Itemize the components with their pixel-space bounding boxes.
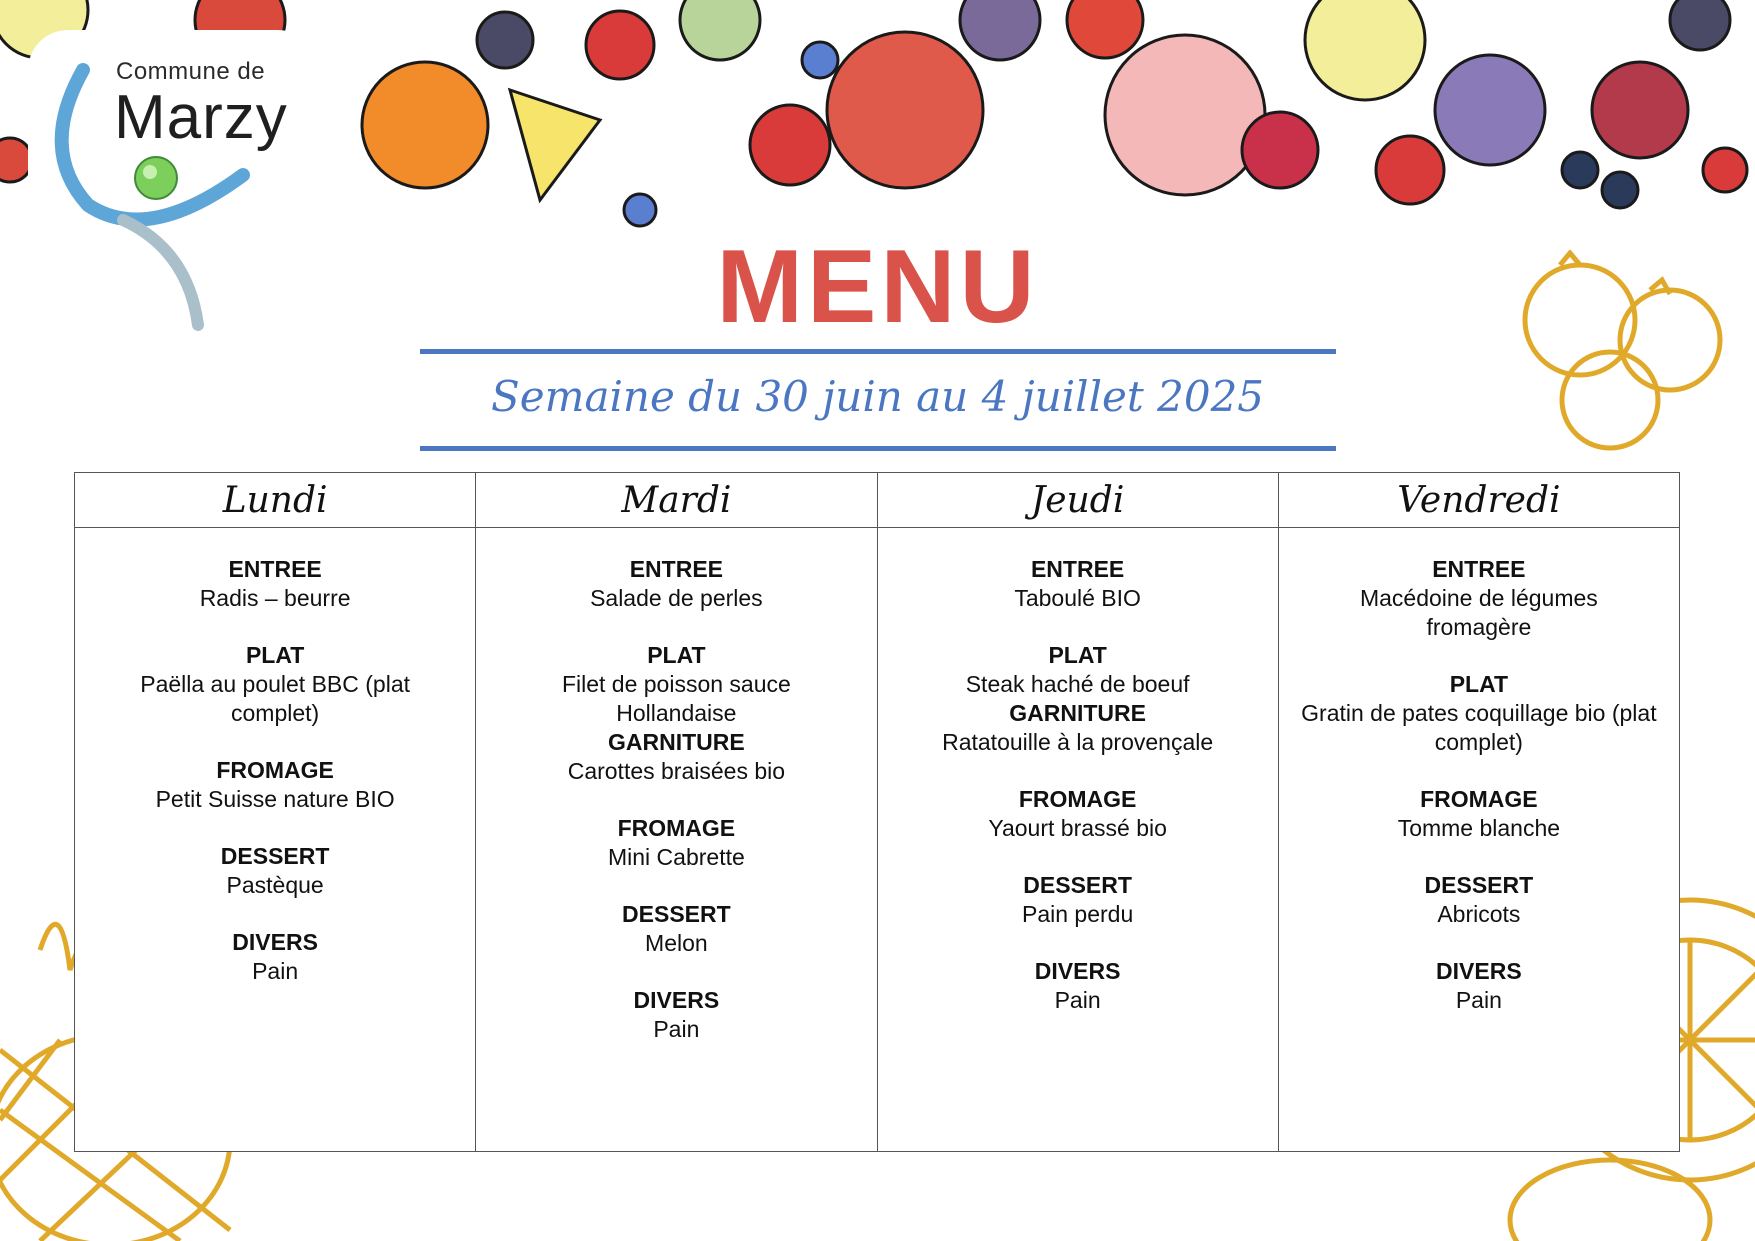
course-item: Macédoine de légumes fromagère	[1359, 585, 1598, 640]
course-label: DESSERT	[1424, 872, 1534, 898]
blackcurrant-icon	[1562, 152, 1598, 188]
blueberry-icon	[624, 194, 656, 226]
course-item: Tomme blanche	[1397, 815, 1561, 841]
day-header: Lundi	[75, 473, 475, 528]
day-menu	[1279, 528, 1679, 1043]
day-column-vendredi	[1279, 473, 1679, 1151]
plum-icon	[1435, 55, 1545, 165]
course-label: DIVERS	[1034, 958, 1121, 984]
course-label: GARNITURE	[1009, 700, 1146, 726]
day-header: Vendredi	[1279, 473, 1679, 528]
course-label: PLAT	[1449, 671, 1509, 697]
strawberry-icon	[750, 105, 830, 185]
course-label: DIVERS	[232, 929, 318, 955]
apple-icon	[827, 32, 983, 188]
day-column-lundi	[75, 473, 476, 1151]
tomato-icon	[1067, 0, 1143, 58]
course-item: Mini Cabrette	[607, 844, 745, 870]
cherry-icon	[1592, 62, 1688, 158]
course-item: Pain	[1455, 987, 1502, 1013]
course-label: FROMAGE	[216, 757, 334, 783]
blackberry-icon	[1670, 0, 1730, 50]
course-label: DESSERT	[622, 901, 731, 927]
course-item: Abricots	[1437, 901, 1521, 927]
course-item: Taboulé BIO	[1014, 585, 1141, 611]
orange-icon	[362, 62, 488, 188]
course-label: PLAT	[1048, 642, 1107, 668]
menu-table	[74, 472, 1680, 1152]
plum-icon	[960, 0, 1040, 60]
course-item: Petit Suisse nature BIO	[155, 786, 395, 812]
course-item: Pain	[653, 1016, 700, 1042]
logo-line-1: Commune de	[116, 58, 266, 85]
logo-line-2: Marzy	[114, 83, 288, 152]
grape-icon	[680, 0, 760, 60]
course-label: FROMAGE	[1018, 786, 1137, 812]
day-column-jeudi	[878, 473, 1279, 1151]
day-column-mardi	[476, 473, 877, 1151]
strawberry-icon	[1703, 148, 1747, 192]
day-header: Mardi	[476, 473, 876, 528]
blackberry-icon	[477, 12, 533, 68]
course-item: Pastèque	[226, 872, 324, 898]
course-item: Radis – beurre	[199, 585, 351, 611]
course-label: ENTREE	[1030, 556, 1125, 582]
course-label: DIVERS	[1436, 958, 1522, 984]
week-subtitle: Semaine du 30 juin au 4 juillet 2025	[490, 372, 1265, 421]
course-item: Pain perdu	[1022, 901, 1134, 927]
course-item: Paëlla au poulet BBC (plat complet)	[140, 671, 411, 726]
day-menu	[75, 528, 475, 1014]
course-item: Pain	[252, 958, 299, 984]
course-item: Ratatouille à la provençale	[942, 729, 1214, 755]
strawberry-icon	[1376, 136, 1444, 204]
course-label: FROMAGE	[617, 815, 736, 841]
course-item: Carottes braisées bio	[567, 758, 786, 784]
title-rule-bottom	[420, 446, 1336, 451]
blueberry-icon	[802, 42, 838, 78]
course-label: PLAT	[245, 642, 305, 668]
day-menu	[476, 528, 876, 1072]
course-item: Pain	[1054, 987, 1101, 1013]
course-label: ENTREE	[228, 556, 322, 582]
course-label: GARNITURE	[608, 729, 745, 755]
day-header: Jeudi	[878, 473, 1278, 528]
course-item: Yaourt brassé bio	[988, 815, 1167, 841]
page-title: MENU	[716, 229, 1039, 345]
lemon-slice-icon	[510, 90, 600, 200]
course-label: DESSERT	[220, 843, 330, 869]
course-label: DIVERS	[633, 987, 720, 1013]
course-item: Steak haché de boeuf	[965, 671, 1190, 697]
course-label: PLAT	[647, 642, 706, 668]
course-label: ENTREE	[1432, 556, 1526, 582]
course-item: Filet de poisson sauce Hollandaise	[561, 671, 791, 726]
title-rule-top	[420, 349, 1336, 354]
course-label: FROMAGE	[1420, 786, 1538, 812]
course-item: Melon	[645, 930, 708, 956]
course-label: ENTREE	[629, 556, 724, 582]
raspberry-icon	[1242, 112, 1318, 188]
course-item: Salade de perles	[590, 585, 763, 611]
strawberry-icon	[586, 11, 654, 79]
grapefruit-icon	[1105, 35, 1265, 195]
apple-icon	[1305, 0, 1425, 100]
course-item: Gratin de pates coquillage bio (plat complet)	[1301, 700, 1657, 755]
course-label: DESSERT	[1023, 872, 1132, 898]
day-menu	[878, 528, 1278, 1043]
blackcurrant-icon	[1602, 172, 1638, 208]
